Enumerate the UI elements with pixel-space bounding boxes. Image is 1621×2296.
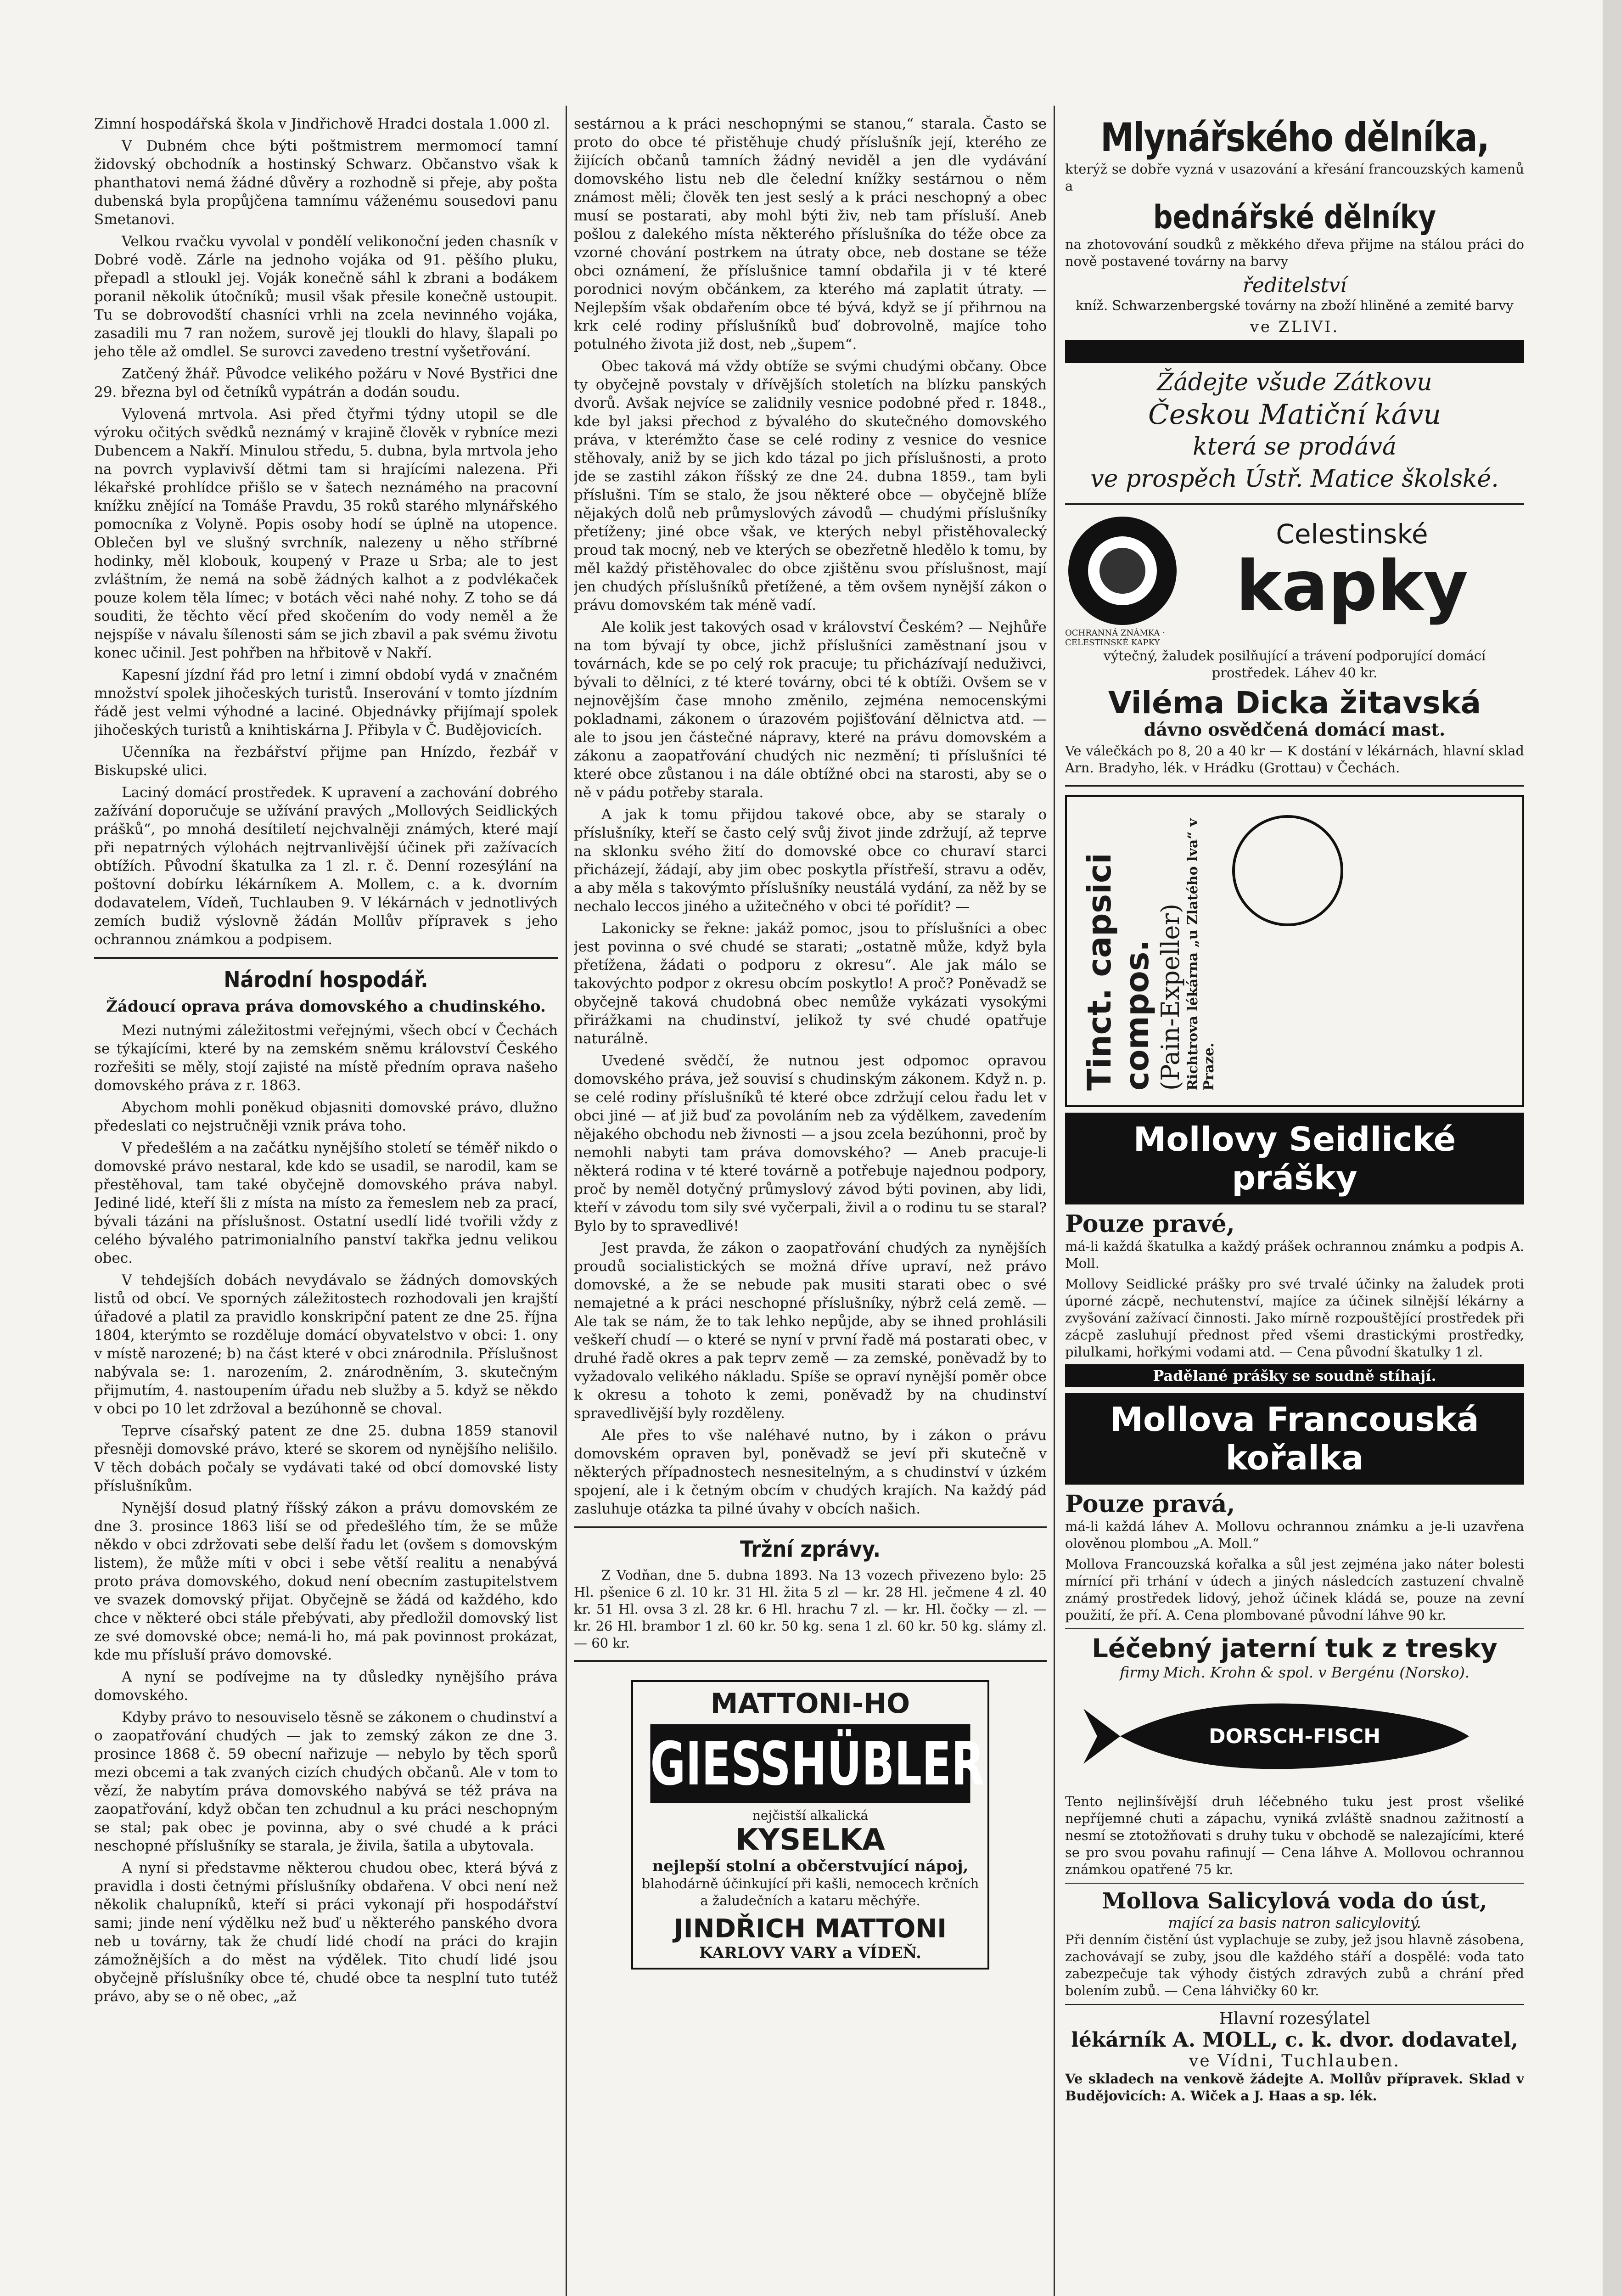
column-middle: [574, 115, 1047, 2296]
market-report: Z Vodňan, dne 5. dubna 1893. Na 13 vozech přivezeno bylo: 25 Hl. pšenice 6 zl. 10 kr. 31 Hl. žita 5 zl — kr. 28 Hl. ječmene 4 zl. 40 kr. 51 Hl. ovsa 3 zl. 28 kr. 6 Hl. hrachu 7 zl. — kr. Hl. čočky — zl. — kr. 26 Hl. brambor 1 zl. 60 kr. 50 kg. sena 1 zl. 60 kr. 50 kg. slámy zl. — 60 kr.: [574, 1567, 1047, 1651]
ad-bar: [1065, 340, 1524, 363]
article-paragraph: A nyní se podívejme na ty důsledky nynějšího práva domovského.: [94, 1669, 558, 1704]
ad-codliver-firm: firmy Mich. Krohn & spol. v Bergénu (Norsko).: [1120, 1664, 1470, 1681]
ad-warning: Padělané prášky se soudně stíhají.: [1065, 1364, 1524, 1387]
column-rule-2: [1054, 106, 1055, 2296]
article-paragraph: Jest pravda, že zákon o zaopatřování chudých za nynějších proudů socialistických se možná dříve upraví, než právo domovské, a že se nebude pak musiti starati obec o své nemajetné a k práci neschopné příslušníky, nýbrž celá země. — Ale tak se nám, že to tak lehko nepůjde, aby se ihned prohlásili veškeří chudí — o které se nyní v první řadě má postarati obec, v druhé řadě okres a pak teprv země — za zemské, poněvadž by to vyžadovalo velikého nákladu. Spíše se opraví nynější poměr obce k okresu a tohoto k zemi, poněvadž by na chudinství spravedlivější byly rozděleny.: [574, 1240, 1047, 1422]
ad-cooper-title: bednářské dělníky: [1153, 198, 1436, 236]
ad-genuine: Pouze pravé,: [1065, 1210, 1235, 1238]
ad-codliver-title: Léčebný jaterní tuk z tresky: [1092, 1634, 1498, 1664]
ad-text: kterýž se dobře vyzná v usazování a křesání francouzských kamenů a: [1065, 161, 1524, 194]
ad-text: na zhotovování soudků z měkkého dřeva přijme na stálou práci do nově postavené továrny na barvy: [1065, 236, 1524, 269]
news-item: Velkou rvačku vyvolal v pondělí velikonoční jeden chasník v Dobré vodě. Zárle na jednoho vojáka od 91. pěšího pluku, přepadl a stloukl jej. Voják konečně sáhl k zbrani a bodákem poranil několik útočníků; musil však přesile konečně ustoupit. Tu se dobrovodští chasníci vrhli na zcela nevinného vojáka, zasadili mu 7 ran nožem, surově jej tloukli do hlavy, šlapali po jeho těle až omdlel. Se surovci zavedeno trestní vyšetřování.: [94, 233, 558, 360]
ad-kapky: kapky: [1236, 546, 1468, 626]
fish-icon: [1065, 1681, 1524, 1791]
article-paragraph: Uvedené svědčí, že nutnou jest odpomoc opravou domovského práva, jež souvisí s chudinským zákonem. Když n. p. se celé rodiny příslušníků té které obce zdržují celou řadu let v obci jiné — ať již buď za povoláním neb za výdělkem, zavedením nějakého obchodu neb živnosti — a jsou zcela bezúhonni, proč by nemohli nabyti tam práva domovského? — Aneb pracuje-li některá rodina v té které továrně a potřebuje najednou podpory, proč by neměl dotyčný průmyslový závod býti povinen, aby lidi, kteří v závodu tom sily své vyčerpali, živil a o rodinu tu se staral? Bylo by to spravedlivé!: [574, 1052, 1047, 1234]
ad-dick-title: Viléma Dicka žitavská: [1108, 685, 1481, 720]
ad-text: Ve válečkách po 8, 20 a 40 kr — K dostání v lékárnách, hlavní sklad Arn. Bradyho, lék. v Hrádku (Grottau) v Čechách.: [1065, 743, 1524, 776]
ad-text: Mollova Francouzská kořalka a sůl jest zejména jako náter bolesti mírnící při trhání v údech a jiných následcích zastuzení chvalně známý prostředek lidový, jehož účinek kládá se, pouze na zevní použití, že pří. A. Cena plombované původní láhve 90 kr.: [1065, 1556, 1524, 1623]
trademark-seal-icon: [1065, 513, 1180, 628]
ad-text: Mollovy Seidlické prášky pro své trvalé účinky na žaludek proti úporné zácpě, nechutenství, majíce za účinek silnější lékárny a zvyšování zažívací činnosti. Jako mírně rozpouštějící prostředek při zácpě zasluhují přednost před všemi drastickými prostředky, pilulkami, hořkými vodami atd. — Cena původní škatulky 1 zl.: [1065, 1276, 1524, 1360]
article-paragraph: sestárnou a k práci neschopnými se stanou,“ starala. Často se proto do obce té přistěhuje chudý příslušník její, kterého ze žijících občanů tamních žádný neviděl a jen dle vydávání domovského listu neb dle čelední knížky sestárnou o něm známost měli; člověk ten jest seslý a k práci neschopný a obec musí se postarati, aby mohl býti živ, neb tam přísluší. Aneb pošlou z dalekého místa některého příslušníka do téže obce za vzorné chování postrkem na útraty obce, neb dostane se téže obci oznámení, že příslušnice tamní obdařila ji v té které porodnici novým občánkem, za kterého má zaplatit útraty. — Nejlepším však obdařením obce té bývá, když se jí přihrnou na krk celé rodiny příslušníků buď dobrovolně, majíce toho potulného života již dost, neb „šupem“.: [574, 116, 1047, 353]
ad-text: výtečný, žaludek posilňující a trávení podporující domácí prostředek. Láhev 40 kr.: [1103, 648, 1486, 681]
ad-genuine: Pouze pravá,: [1065, 1490, 1235, 1518]
column-left: [94, 115, 558, 2296]
ad-text: Při denním čistění úst vyplachuje se zuby, jež jsou hlavně zásobena, zachovávají se zuby, jsou dle každého stáří a dospělé: voda tato zabezpečuje tak výhody čistých zdravých zubů a chrání před bolením zubů. — Cena láhvičky 60 kr.: [1065, 1932, 1524, 1998]
ad-distributor-name: lékárník A. MOLL, c. k. dvor. dodavatel,: [1071, 2028, 1518, 2052]
news-item: V Dubném chce býti poštmistrem mermomocí tamní židovský obchodník a hostinský Schwarz. Občanstvo však k phanthatovi nemá žádné důvěry a rozhodně si přeje, aby pošta dubenská byla propůjčena tamnímu váženému sousedovi panu Smetanovi.: [94, 138, 558, 228]
article-paragraph: V tehdejších dobách nevydávalo se žádných domovských listů od obcí. Ve sporných záležitostech rozhodovali jen krajští úřadové a platil za pravidlo konskripční patent ze dne 25. října 1804, kterýmto se rozděluje domácí obyvatelstvo v obci: 1. ony v místě narozené; b) na část které v obci znárodnila. Příslušnost nabývala se: 1. narozením, 2. znárodněním, 3. skutečným přijmutím, 4. nastoupením úřadu neb služby a 5. když se někdo v obci po 10 let zdržoval a bezúhonně se choval.: [94, 1272, 558, 1417]
ad-text: Tento nejlinšívější druh léčebného tuku jest prost všeliké nepříjemné chuti a zápachu, vyniká zvláště snadnou zažitností a nesmí se ztotožňovati s druhy tuku v obchodě se nalezajícími, které se pro svou povahu rafinují — Cena láhve A. Mollovou ochrannou známkou opatřené 75 kr.: [1065, 1794, 1524, 1877]
seal-text: OCHRANNÁ ZNÁMKA · CELESTINSKÉ KAPKY: [1065, 628, 1165, 647]
article-paragraph: Teprve císařský patent ze dne 25. dubna 1859 stanovil přesněji domovské právo, které se skorem od nynějšího nelišilo. V těch dobách počaly se vydávati také od obcí domovské listy příslušníkům.: [94, 1423, 558, 1494]
news-item: Vylovená mrtvola. Asi před čtyřmi týdny utopil se dle výroku očitých svědků neznámý v krajině člověk v rybníce mezi Dubencem a Nakří. Minulou středu, 5. dubna, byla mrtvola jeho na povrch vyplavivší dětmi tam si hrajícími nalezena. Při lékařské prohlídce přišlo se v šatech neznámého na pracovní knížku znějící na Tomáše Pravdu, 35 roků starého mlynářského pomocníka z Volyně. Popis osoby hodí se úplně na utopence. Oblečen byl ve slušný svrchník, nalezeny u něho stříbrné hodinky, měl klobouk, koupený v Praze u Srba; ale to jest zvláštním, že nemá na sobě žádných kalhot a z podvlékaček pouze kolem těla límec; v botách věci nahé nohy. Z toho se dá souditi, že těchto věcí před skočením do vody neměl a že nejspíše v návalu šílenosti sám se jich zbavil a pak svému životu konec učinil. Jest pohřben na hřbitově v Nakří.: [94, 406, 558, 661]
ad-celestine: [1065, 513, 1524, 628]
article-paragraph: Abychom mohli poněkud objasniti domovské právo, dlužno předeslati co nejstručněji vznik práva toho.: [94, 1099, 558, 1134]
article-title: Žádoucí oprava práva domovského a chudinského.: [106, 997, 546, 1016]
anchor-icon: [1232, 815, 1343, 926]
divider: [574, 1526, 1047, 1528]
article-paragraph: Mezi nutnými záležitostmi veřejnými, všech obcí v Čechách se týkajícími, které by na zemském sněmu království Českého rozřešiti se měly, stojí zajisté na místě předním oprava našeho domovského práva z r. 1863.: [94, 1022, 558, 1094]
ad-coffee-line: ve prospěch Ústř. Matice školské.: [1090, 465, 1499, 493]
ad-coffee-line: Českou Matiční kávu: [1148, 399, 1442, 431]
news-item: Učenníka na řezbářství přijme pan Hnízdo, řezbář v Biskupské ulici.: [94, 744, 558, 779]
ad-mouthwash-sub: mající za basis natron salicylovitý.: [1168, 1914, 1421, 1931]
article-paragraph: Ale kolik jest takových osad v království Českém? — Nejhůře na tom bývají ty obce, jichž příslušníci zaměstnaní jsou v továrnách, kde se po celý rok pracuje; tu přicházívají neduživci, bývali to dělníci, z té které továrny, obci té k obtíži. Ovšem se v nejnovějším čase mnoho změnilo, zejména nemocenskými pokladnami, zákonem o úrazovém pojišťování dělnictva atd. — ale to jsou jen částečné nápravy, které na právu domovském a zákonu a zaopatřování chudých nic nezmění; ti příslušníci té které obce zůstanou i na dále obtížné obci na starosti, aby se o ně v pádu potřeby starala.: [574, 619, 1047, 801]
ad-directorate: ředitelství: [1242, 274, 1347, 297]
page-edge: [1603, 0, 1621, 2296]
ad-place: KARLOVY VARY a VÍDEŇ.: [699, 1944, 921, 1962]
article-paragraph: Nynější dosud platný říšský zákon a právu domovském ze dne 3. prosince 1863 liší se od předešlého tím, že se může někdo v obci zdržovati sebe delší řadu let (ovšem s domovským listem), že může míti v obci i sebe větší realitu a nenabývá proto práva domovského, dokud není obecním zastupitelstvem ve svazek domovský přijat. Obyčejně se žádá od každého, kdo chce v některé obci stále přebývati, aby předložil domovský list ze své domovské obce; nemá-li ho, má pak povinnost prokázat, kde mu přísluší právo domovské.: [94, 1500, 558, 1663]
ad-company: JINDŘICH MATTONI: [673, 1914, 947, 1944]
ad-capsici-sub: (Pain-Expeller): [1156, 903, 1185, 1091]
divider: [94, 957, 558, 959]
ad-text: má-li každá škatulka a každý prášek ochrannou známku a podpis A. Moll.: [1065, 1238, 1524, 1271]
divider: [1065, 503, 1524, 505]
article-paragraph: Lakonicky se řekne: jakáž pomoc, jsou to příslušníci a obec jest povinna o své chudé se starati; „ostatně může, když byla přetížena, žádati o podporu z okresu“. Ale jak málo se takovýchto podpor z okresu obcím poskytlo! A proč? Poněvadž se obyčejně taková chudobná obec nemůže vykázati vysokými přirážkami na chudinství, jelikož ty své chudé opatřuje naturálně.: [574, 920, 1047, 1047]
ad-text: dávno osvědčená domácí mast.: [1144, 719, 1446, 740]
ad-text: Ve skladech na venkově žádejte A. Mollův přípravek. Sklad v Budějovicích: A. Wiček a J. Haas a sp. lék.: [1065, 2071, 1524, 2104]
article-paragraph: A jak k tomu přijdou takové obce, aby se staraly o příslušníky, kteří se často celý svůj život jinde zdržují, až teprve na sklonku svého žití do domovské obce co churaví starci přicházejí, žádají, aby jim obec poskytla přístřeší, stravu a oděv, a aby měla s takovýmto příslušníky neustálá vydání, za něž by se nechalo leccos jiného a užitečného v obci té pořídit? —: [574, 806, 1047, 915]
news-item: Zimní hospodářská škola v Jindřichově Hradci dostala 1.000 zl.: [94, 116, 550, 132]
divider: [1065, 785, 1524, 787]
ad-text: má-li každá láhev A. Mollovu ochrannou známku a je-li uzavřena olověnou plombou „A. Moll.“: [1065, 1519, 1524, 1551]
article-paragraph: A nyní si představme některou chudou obec, která bývá z pravidla i dosti četnými příslušníky obdařena. V obci není než několik chalupníků, kteří si práci vykonají při hospodářství sami; jinde není výdělku než buď u některého panského dvora neb u továrny, tak že chudí lidé chodí na práci do krajin zámožnějších a do měst na výdělek. Tito chudí lidé jsou obyčejně příslušníky obce té, chudé obce ta nesplní tuto tutéž právo, aby se o ně obec, „až: [94, 1860, 558, 2005]
ad-capsici-title: Tinct. capsici compos.: [1081, 853, 1156, 1091]
ad-distributor: Hlavní rozesýlatel: [1219, 2009, 1370, 2028]
ad-place: ve ZLIVI.: [1250, 318, 1340, 336]
ad-capsici: [1065, 795, 1524, 1107]
section-heading: Tržní zprávy.: [740, 1536, 881, 1562]
article-paragraph: V předešlém a na začátku nynějšího století se téměř nikdo o domovské právo nestaral, kde kdo se usadil, se narodil, kam se přestěhoval, tam také obyčejně domovského práva nabyl. Jediné lidé, kteří šli z místa na místo za řemeslem neb za prací, bývali tázáni na příslušnost. Ostatní usedlí lidé tvořili vždy z celého bývalého patrimonialního panství takřka jednu velikou obec.: [94, 1140, 558, 1266]
ad-text: kníž. Schwarzenbergské továrny na zboží hliněné a zemité barvy: [1076, 298, 1514, 313]
ad-brandy-banner: Mollova Francouská kořalka: [1065, 1393, 1524, 1485]
ad-coffee-line: která se prodává: [1193, 433, 1397, 461]
ad-line: nejlepší stolní a občerstvující nápoj,: [652, 1857, 969, 1875]
mattoni-ad: [631, 1680, 989, 1970]
divider: [1065, 1628, 1524, 1629]
column-rule-1: [566, 106, 567, 2296]
news-item: Zatčený žhář. Původce velikého požáru v Nové Bystřici dne 29. března byl od četníků vypátrán a dodán soudu.: [94, 366, 558, 400]
ad-mouthwash-title: Mollova Salicylová voda do úst,: [1102, 1888, 1487, 1914]
ad-brand-top: MATTONI-HO: [710, 1688, 910, 1720]
ad-distributor-place: ve Vídni, Tuchlauben.: [1189, 2052, 1400, 2071]
fish-label: DORSCH-FISCH: [1208, 1725, 1381, 1748]
ad-miller-title: Mlynářského dělníka,: [1100, 115, 1489, 161]
ad-celestine-title: Celestinské: [1276, 518, 1428, 550]
news-item: Kapesní jízdní řád pro letní i zimní období vydá v značném množství spolek jihočeských turistů. Inserování v tomto jízdním řádě jest velmi výhodné a laciné. Objednávky přijímají spolek jihočeských turistů a knihtiskárna J. Přibyla v Č. Budějovicích.: [94, 667, 558, 738]
divider: [574, 1660, 1047, 1662]
divider: [1065, 2004, 1524, 2005]
article-paragraph: Ale přes to vše naléhavé nutno, by i zákon o právu domovském opraven byl, poněvadž se jeví při skutečně v některých případnostech nesnesitelným, a s chudinství v úzkém spojení, ale i k četným obcím v chudých krajích. Na každý pád zasluhuje otázka ta pilné úvahy v obcích našich.: [574, 1427, 1047, 1517]
ad-line: blahodárně účinkující při kašli, nemocech krčních a žaludečních a kataru měchýře.: [641, 1876, 979, 1908]
ad-brand-main: GIESSHÜBLER: [651, 1724, 970, 1803]
ad-line: nejčistší alkalická: [752, 1808, 869, 1823]
column-right: [1065, 115, 1524, 2296]
article-paragraph: Obec taková má vždy obtíže se svými chudými občany. Obce ty obyčejně povstaly v dřívějších stoletích na blízku panských dvorů. Avšak nejvíce se zalidnily vesnice podobné před r. 1848., kde byl jaksi přechod z bývalého do skutečného domovského práva, v kterémžto čase se celé rodiny z vesnice do vesnice stěhovaly, aniž by se jich kdo tázal po jich příslušnosti, a proto jde se zastihl zákon říšský ze dne 24. dubna 1859., tam byli příslušni. Tím se stalo, že jsou některé obce — obyčejně blíže nějakých dolů neb průmyslových závodů — chudými příslušníky přetíženy; jiné obce však, ve kterých nebyl přistěhovalecký proud tak mocný, neb ve kterých se obezřetně hledělo k tomu, by měl každý přistěhovalec do obce zjištěnu svou příslušnost, mají jen chudých příslušníků přetížené, a těm ovšem nynější zákon o právu domovském tak méně vadí.: [574, 358, 1047, 613]
ad-coffee-line: Žádejte všude Zátkovu: [1157, 369, 1432, 396]
section-heading: Národní hospodář.: [224, 967, 428, 993]
ad-kyselka: KYSELKA: [735, 1823, 885, 1857]
article-paragraph: Kdyby právo to nesouviselo těsně se zákonem o chudinství a o zaopatřování chudých — jak to zemský zákon ze dne 3. prosince 1868 č. 59 obecní nařizuje — nebylo by těch sporů mezi obcemi a tak zvaných cizích chudých občanů. Ale v tom to vězí, že nabytím práva domovského nabývá se též práva na zaopatřování, když občan ten zchudnul a ku práci neschopným se stal; pak obec je povinna, aby o své chudé a k práci neschopné příslušníky se starala, je živila, šatila a ubytovala.: [94, 1709, 558, 1854]
ad-capsici-pharmacy: Richtrova lékárna „u Zlatého lva“ v Praze.: [1185, 818, 1217, 1091]
ad-seidlitz-banner: Mollovy Seidlické prášky: [1065, 1113, 1524, 1204]
news-item: Laciný domácí prostředek. K upravení a zachování dobrého zažívání doporučuje se užívání pravých „Mollových Seidlických prášků“, po mnohá desítiletí nejchvalněji známých, které mají při nepatrných výlohách nejtrvanlivější účinek při zažívacích obtížích. Původní škatulka za 1 zl. r. č. Denní rozesýlání na poštovní dobírku lékárníkem A. Mollem, c. a k. dvorním dodavatelem, Vídeň, Tuchlauben 9. V lékárnách v jednotlivých zemích budiž výslovně žádán Mollův přípravek s jeho ochrannou známkou a podpisem.: [94, 784, 558, 948]
divider: [1065, 1883, 1524, 1884]
